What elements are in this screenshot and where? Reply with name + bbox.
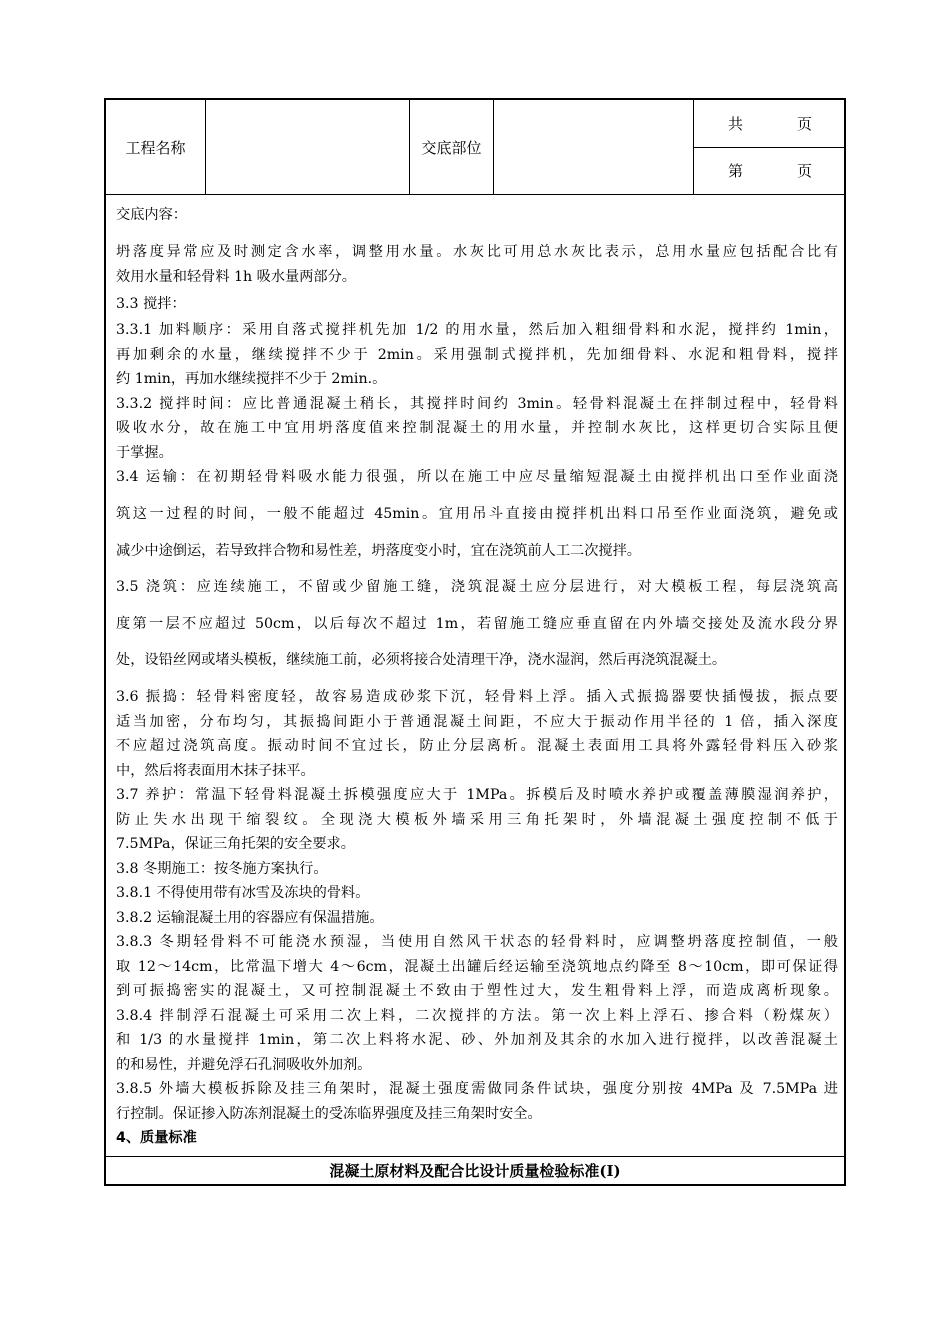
content-line: 取 12～14cm，比常温下增大 4～6cm，混凝土出罐后经运输至浇筑地点约降至 8～10cm，即可保证得 <box>116 959 838 975</box>
page-count-box <box>694 100 844 194</box>
total-label: 共 <box>728 115 744 133</box>
content-line: 和 1/3 的水量搅拌 1min，第二次上料将水泥、砂、外加剂及其余的水加入进行搅拌，以改善混凝土 <box>116 1032 838 1048</box>
content-line: 适当加密，分布均匀，其振捣间距小于普通混凝土间距，不应大于振动作用半径的 1 倍，插入深度 <box>116 714 838 730</box>
content-line: 3.3.1 加料顺序：采用自落式搅拌机先加 1/2 的用水量，然后加入粗细骨料和水泥，搅拌约 1min， <box>116 322 838 338</box>
content-line: 3.8.2 运输混凝土用的容器应有保温措施。 <box>116 910 384 926</box>
page-number-row <box>694 147 844 194</box>
content-line: 吸收水分，故在施工中宜用坍落度值来控制混凝土的用水量，并控制水灰比，这样更切合实际且便 <box>116 420 838 436</box>
total-pages-row <box>694 100 844 148</box>
form-header <box>106 100 844 195</box>
content-line: 处，设铅丝网或堵头模板，继续施工前，必须将接合处清理干净，浇水湿润，然后再浇筑混凝土。 <box>116 652 727 668</box>
content-line: 防止失水出现干缩裂纹。全现浇大模板外墙采用三角托架时，外墙混凝土强度控制不低于 <box>116 812 838 828</box>
content-line: 3.8.5 外墙大模板拆除及挂三角架时，混凝土强度需做同条件试块，强度分别按 4MPa 及 7.5MPa 进 <box>116 1081 838 1097</box>
location-label: 交底部位 <box>410 100 494 194</box>
content-line: 减少中途倒运，若导致拌合物和易性差，坍落度变小时，宜在浇筑前人工二次搅拌。 <box>116 543 641 559</box>
table-title: 混凝土原材料及配合比设计质量检验标准(I) <box>329 1162 621 1180</box>
content-line: 3.7 养护：常温下轻骨料混凝土拆模强度应大于 1MPa。拆模后及时喷水养护或覆盖薄膜湿润养护， <box>116 787 838 803</box>
content-line: 坍落度异常应及时测定含水率，调整用水量。水灰比可用总水灰比表示，总用水量应包括配合比有 <box>116 244 838 260</box>
content-line: 中，然后将表面用木抹子抹平。 <box>116 763 315 779</box>
content-line: 3.8 冬期施工：按冬施方案执行。 <box>116 861 328 877</box>
content-line: 不应超过浇筑高度。振动时间不宜过长，防止分层离析。混凝土表面用工具将外露轻骨料压入砂浆 <box>116 738 838 754</box>
page-label: 第 <box>728 162 744 180</box>
content-line: 筑这一过程的时间，一般不能超过 45min。宜用吊斗直接由搅拌机出料口吊至作业面浇筑，避免或 <box>116 506 838 522</box>
project-name-label: 工程名称 <box>106 100 206 194</box>
content-line: 3.8.3 冬期轻骨料不可能浇水预湿，当使用自然风干状态的轻骨料时，应调整坍落度控制值，一般 <box>116 934 838 950</box>
content-line: 效用水量和轻骨料 1h 吸水量两部分。 <box>116 269 356 285</box>
content-line: 再加剩余的水量，继续搅拌不少于 2min。采用强制式搅拌机，先加细骨料、水泥和粗骨料，搅拌 <box>116 347 838 363</box>
content-line: 3.3 搅拌： <box>116 296 186 312</box>
page-unit: 页 <box>797 162 813 180</box>
content-line: 3.8.4 拌制浮石混凝土可采用二次上料，二次搅拌的方法。第一次上料上浮石、掺合料（粉煤灰） <box>116 1008 838 1024</box>
content-line: 约 1min，再加水继续搅拌不少于 2min.。 <box>116 371 387 387</box>
section-heading: 4、质量标准 <box>116 1130 197 1146</box>
table-divider <box>106 1156 844 1157</box>
location-value <box>494 100 694 194</box>
project-name-value <box>206 100 410 194</box>
disclosure-form <box>104 98 846 1186</box>
content-line: 行控制。保证掺入防冻剂混凝土的受冻临界强度及挂三角架时安全。 <box>116 1106 542 1122</box>
content-line: 于掌握。 <box>116 445 173 461</box>
content-line: 3.8.1 不得使用带有冰雪及冻块的骨料。 <box>116 885 370 901</box>
content-line: 3.5 浇筑：应连续施工，不留或少留施工缝，浇筑混凝土应分层进行，对大模板工程，每层浇筑高 <box>116 579 838 595</box>
content-line: 3.4 运输：在初期轻骨料吸水能力很强，所以在施工中应尽量缩短混凝土由搅拌机出口至作业面浇 <box>116 469 838 485</box>
content-line: 交底内容： <box>116 207 187 223</box>
content-line: 3.3.2 搅拌时间：应比普通混凝土稍长，其搅拌时间约 3min。轻骨料混凝土在拌制过程中，轻骨料 <box>116 396 838 412</box>
content-line: 3.6 振捣：轻骨料密度轻，故容易造成砂浆下沉，轻骨料上浮。插入式振捣器要快插慢拔，振点要 <box>116 689 838 705</box>
content-line: 的和易性，并避免浮石孔洞吸收外加剂。 <box>116 1057 372 1073</box>
total-unit: 页 <box>797 115 813 133</box>
content-line: 7.5MPa，保证三角托架的安全要求。 <box>116 836 355 852</box>
content-line: 到可振捣密实的混凝土，又可控制混凝土不致由于塑性过大，发生粗骨料上浮，而造成离析现象。 <box>116 983 838 999</box>
content-line: 度第一层不应超过 50cm，以后每次不超过 1m，若留施工缝应垂直留在内外墙交接处及流水段分界 <box>116 616 838 632</box>
